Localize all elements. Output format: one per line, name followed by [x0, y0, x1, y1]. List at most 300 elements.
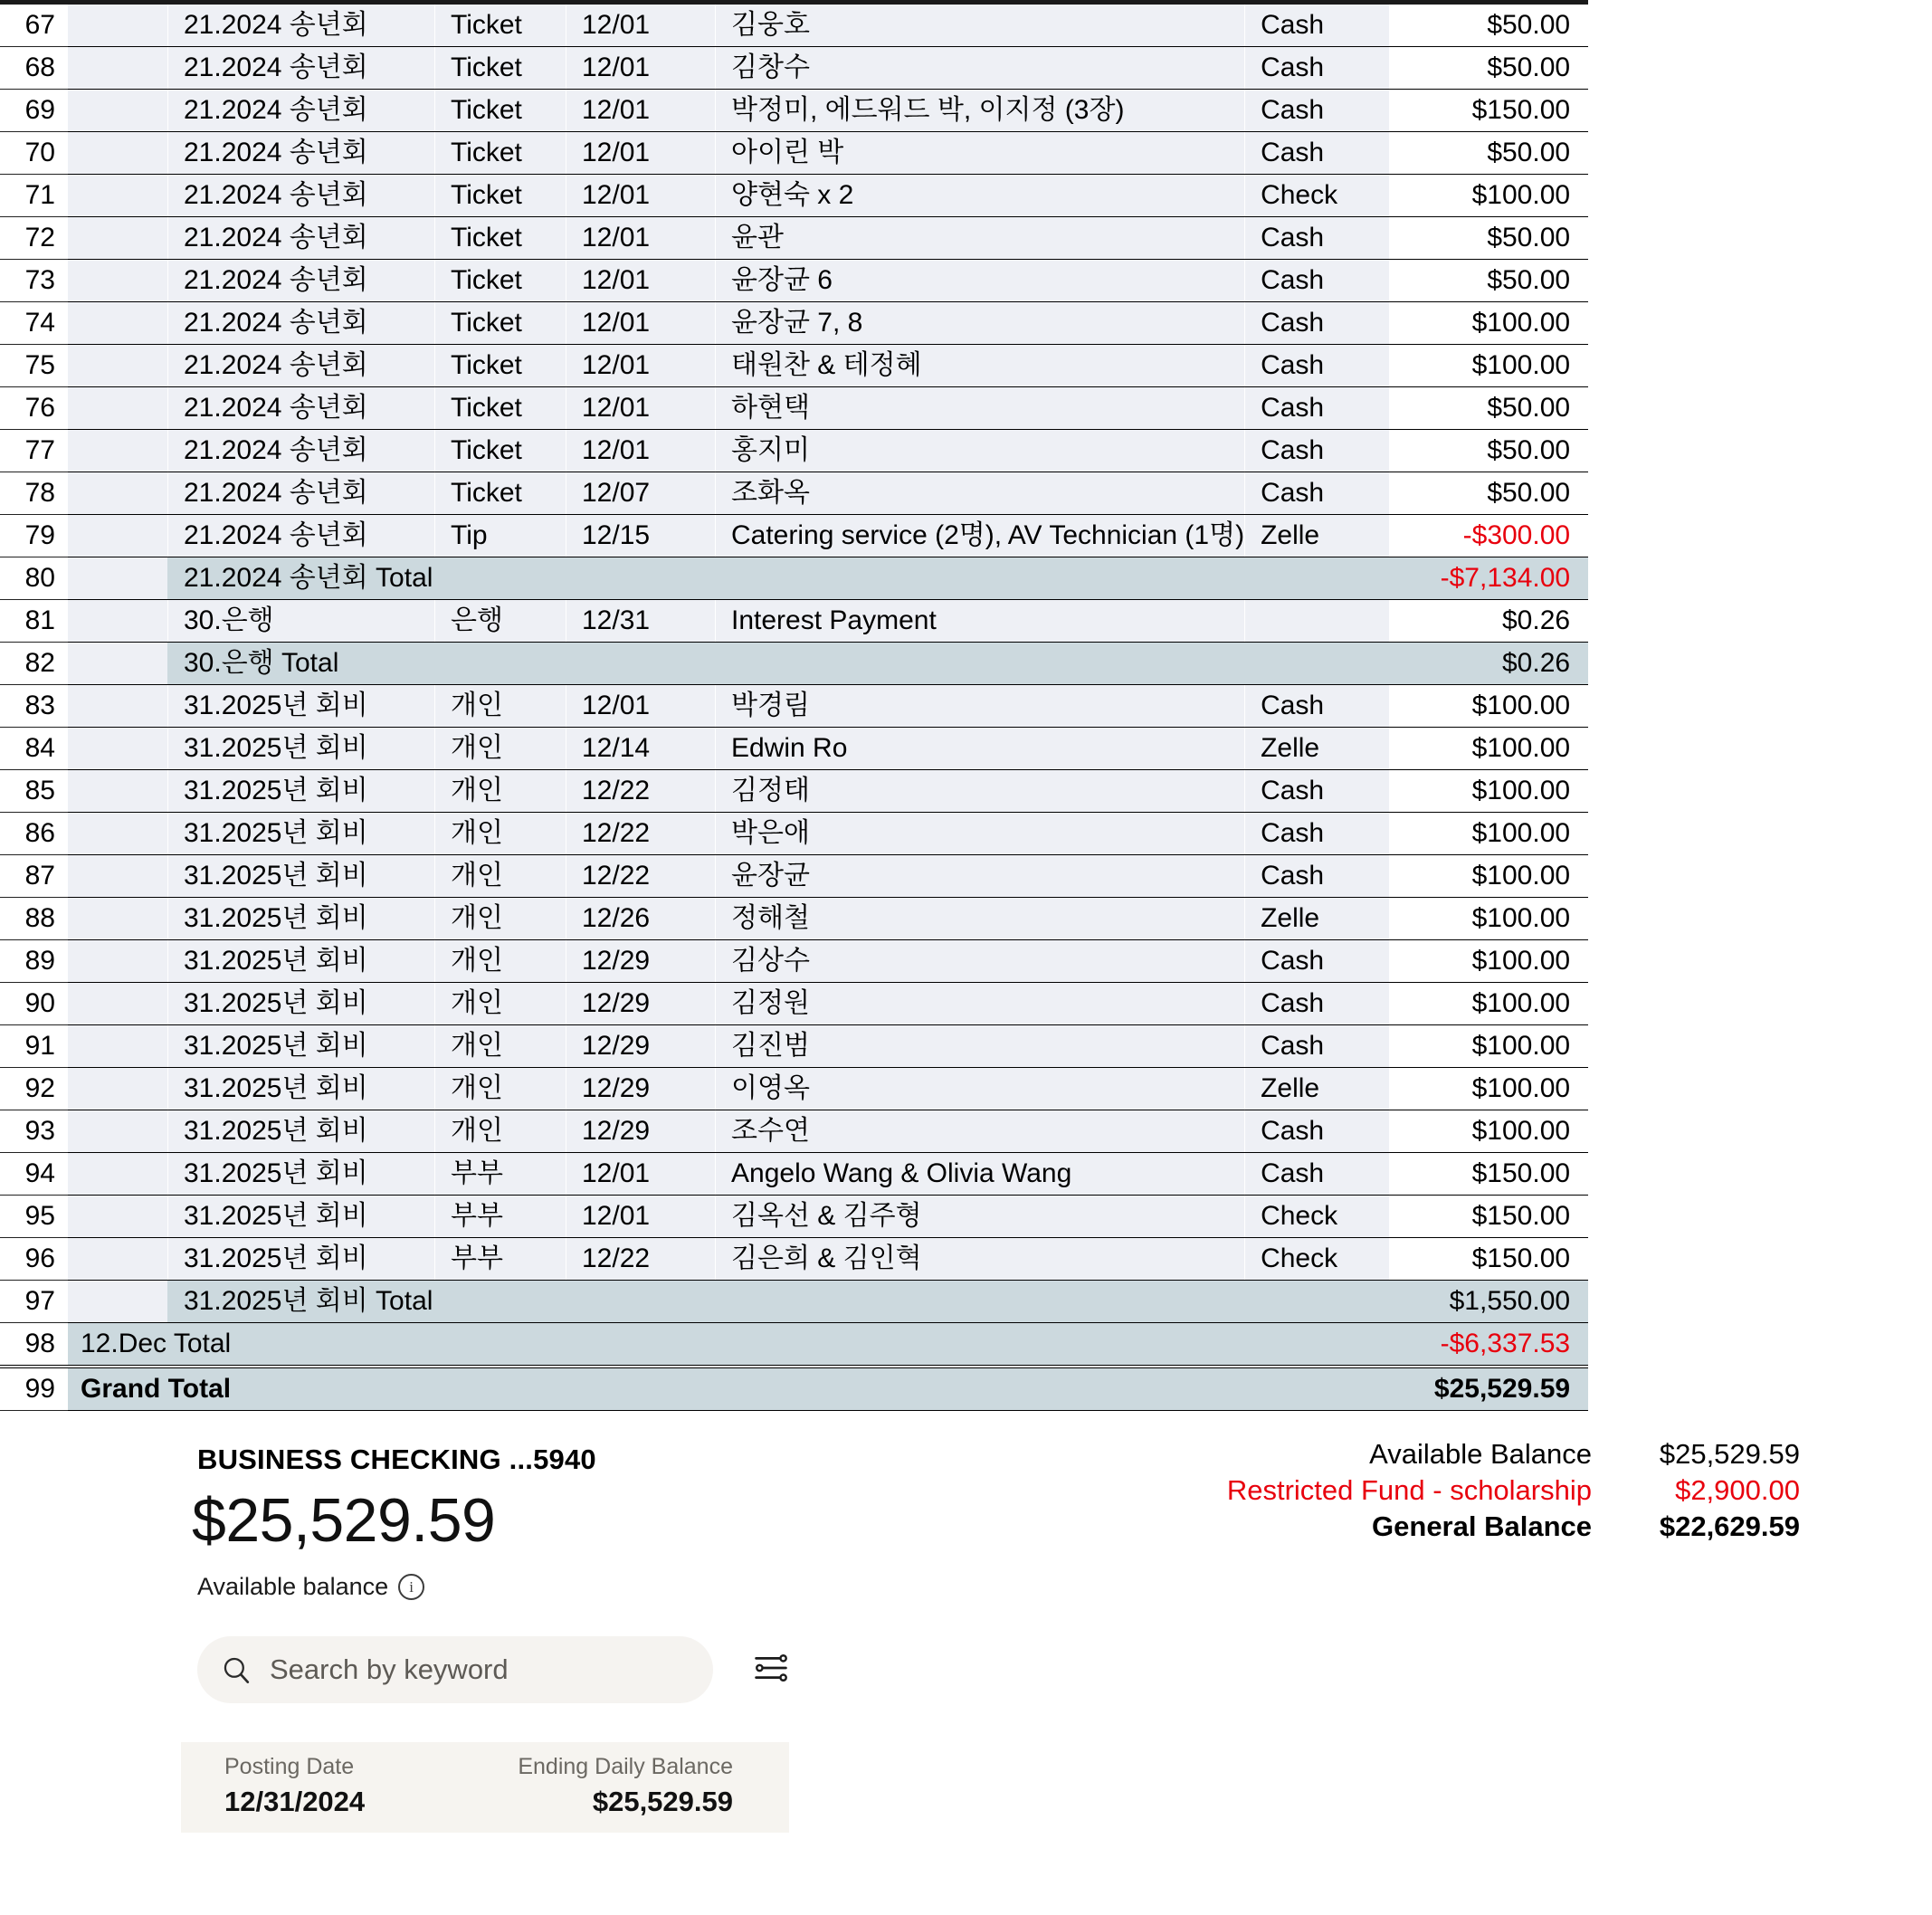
cell-payment-method: Cash — [1244, 217, 1389, 260]
table-row[interactable] — [0, 217, 1588, 260]
cell-category: 21.2024 송년회 — [167, 90, 434, 132]
cell-type: Ticket — [434, 430, 566, 472]
cell-amount: $50.00 — [1389, 472, 1588, 515]
table-row[interactable] — [0, 90, 1588, 132]
cell-payment-method: Zelle — [1244, 898, 1389, 940]
cell-description: 양현숙 x 2 — [715, 175, 1244, 217]
cell-payment-method: Cash — [1244, 90, 1389, 132]
cell-amount: $100.00 — [1389, 1068, 1588, 1110]
row-number: 74 — [0, 302, 68, 345]
cell-date: 12/22 — [566, 1238, 715, 1281]
cell-amount: $100.00 — [1389, 940, 1588, 983]
table-row[interactable] — [0, 1153, 1588, 1196]
cell-category: 21.2024 송년회 — [167, 472, 434, 515]
cell-payment-method: Cash — [1244, 387, 1389, 430]
cell-amount: $100.00 — [1389, 728, 1588, 770]
subtotal-amount: $0.26 — [1389, 643, 1588, 685]
row-spacer — [68, 387, 167, 430]
cell-category: 31.2025년 회비 — [167, 1153, 434, 1196]
available-balance-label: Available balance — [197, 1573, 389, 1600]
cell-type: Ticket — [434, 90, 566, 132]
table-row[interactable] — [0, 855, 1588, 898]
row-spacer — [68, 898, 167, 940]
cell-amount: $150.00 — [1389, 90, 1588, 132]
table-row[interactable] — [0, 472, 1588, 515]
cell-date: 12/01 — [566, 3, 715, 47]
table-row[interactable] — [0, 47, 1588, 90]
cell-amount: $100.00 — [1389, 855, 1588, 898]
table-row[interactable] — [0, 175, 1588, 217]
grand-total-label: Grand Total — [68, 1367, 1389, 1411]
row-spacer — [68, 1153, 167, 1196]
cell-type: 개인 — [434, 855, 566, 898]
cell-type: 개인 — [434, 940, 566, 983]
cell-amount: $100.00 — [1389, 175, 1588, 217]
cell-type: 개인 — [434, 1110, 566, 1153]
cell-category: 21.2024 송년회 — [167, 387, 434, 430]
table-row[interactable] — [0, 1367, 1588, 1411]
cell-description: Edwin Ro — [715, 728, 1244, 770]
row-number: 67 — [0, 3, 68, 47]
cell-category: 31.2025년 회비 — [167, 898, 434, 940]
cell-payment-method: Cash — [1244, 472, 1389, 515]
row-spacer — [68, 813, 167, 855]
cell-amount: $100.00 — [1389, 345, 1588, 387]
cell-date: 12/01 — [566, 345, 715, 387]
cell-amount: $100.00 — [1389, 302, 1588, 345]
cell-type: Ticket — [434, 3, 566, 47]
cell-payment-method: Check — [1244, 175, 1389, 217]
general-balance-value: $22,629.59 — [1659, 1510, 1800, 1542]
row-spacer — [68, 983, 167, 1025]
cell-category: 31.2025년 회비 — [167, 813, 434, 855]
table-row[interactable] — [0, 983, 1588, 1025]
cell-type: 개인 — [434, 770, 566, 813]
cell-description: 김진범 — [715, 1025, 1244, 1068]
row-spacer — [68, 940, 167, 983]
cell-category: 21.2024 송년회 — [167, 302, 434, 345]
cell-description: 김정태 — [715, 770, 1244, 813]
row-spacer — [68, 855, 167, 898]
cell-category: 31.2025년 회비 — [167, 983, 434, 1025]
filter-icon[interactable] — [753, 1652, 789, 1689]
info-icon[interactable]: i — [398, 1574, 424, 1600]
cell-amount: $150.00 — [1389, 1196, 1588, 1238]
row-spacer — [68, 1068, 167, 1110]
cell-category: 21.2024 송년회 — [167, 175, 434, 217]
cell-amount: $50.00 — [1389, 217, 1588, 260]
cell-type: Tip — [434, 515, 566, 557]
cell-date: 12/01 — [566, 217, 715, 260]
cell-date: 12/29 — [566, 1110, 715, 1153]
cell-payment-method: Cash — [1244, 855, 1389, 898]
summary-row-restricted — [1227, 1474, 1800, 1507]
cell-payment-method: Check — [1244, 1196, 1389, 1238]
row-spacer — [68, 685, 167, 728]
table-row[interactable] — [0, 643, 1588, 685]
row-spacer — [68, 1238, 167, 1281]
cell-amount: $100.00 — [1389, 685, 1588, 728]
table-row[interactable] — [0, 1196, 1588, 1238]
cell-payment-method: Zelle — [1244, 728, 1389, 770]
cell-amount: $100.00 — [1389, 813, 1588, 855]
cell-description: 박정미, 에드워드 박, 이지정 (3장) — [715, 90, 1244, 132]
cell-category: 21.2024 송년회 — [167, 132, 434, 175]
cell-type: 개인 — [434, 728, 566, 770]
cell-type: 개인 — [434, 813, 566, 855]
cell-description: 조수연 — [715, 1110, 1244, 1153]
cell-payment-method: Cash — [1244, 302, 1389, 345]
row-number: 72 — [0, 217, 68, 260]
cell-description: Interest Payment — [715, 600, 1244, 643]
cell-payment-method: Cash — [1244, 1025, 1389, 1068]
posting-date-header: Posting Date — [224, 1754, 355, 1779]
cell-date: 12/29 — [566, 983, 715, 1025]
available-balance-summary-value: $25,529.59 — [1659, 1438, 1800, 1470]
cell-description: 아이린 박 — [715, 132, 1244, 175]
search-row — [197, 1636, 789, 1703]
table-row[interactable] — [0, 1068, 1588, 1110]
row-number: 87 — [0, 855, 68, 898]
cell-amount: $50.00 — [1389, 260, 1588, 302]
cell-category: 31.2025년 회비 — [167, 728, 434, 770]
cell-description: 김옥선 & 김주형 — [715, 1196, 1244, 1238]
cell-date: 12/01 — [566, 47, 715, 90]
cell-date: 12/26 — [566, 898, 715, 940]
row-spacer — [68, 260, 167, 302]
table-row[interactable] — [0, 3, 1588, 47]
cell-type: 개인 — [434, 898, 566, 940]
cell-type: 부부 — [434, 1153, 566, 1196]
cell-payment-method: Cash — [1244, 3, 1389, 47]
row-spacer — [68, 770, 167, 813]
row-spacer — [68, 1025, 167, 1068]
row-number: 96 — [0, 1238, 68, 1281]
row-number: 89 — [0, 940, 68, 983]
row-spacer — [68, 430, 167, 472]
table-row[interactable] — [0, 260, 1588, 302]
cell-description: 태원찬 & 테정혜 — [715, 345, 1244, 387]
row-number: 75 — [0, 345, 68, 387]
row-number: 90 — [0, 983, 68, 1025]
cell-amount: $100.00 — [1389, 983, 1588, 1025]
row-number: 69 — [0, 90, 68, 132]
general-balance-label: General Balance — [1372, 1510, 1592, 1542]
cell-date: 12/22 — [566, 813, 715, 855]
row-spacer — [68, 600, 167, 643]
cell-category: 31.2025년 회비 — [167, 1196, 434, 1238]
cell-type: 개인 — [434, 1068, 566, 1110]
cell-date: 12/22 — [566, 855, 715, 898]
cell-payment-method — [1244, 600, 1389, 643]
cell-amount: $50.00 — [1389, 132, 1588, 175]
table-row[interactable] — [0, 1281, 1588, 1323]
cell-category: 31.2025년 회비 — [167, 855, 434, 898]
cell-amount: $100.00 — [1389, 1025, 1588, 1068]
cell-type: Ticket — [434, 132, 566, 175]
cell-payment-method: Cash — [1244, 47, 1389, 90]
row-number: 93 — [0, 1110, 68, 1153]
month-total-label: 12.Dec Total — [68, 1323, 1389, 1367]
account-title: BUSINESS CHECKING ...5940 — [197, 1443, 596, 1475]
account-balance-amount: $25,529.59 — [192, 1486, 496, 1555]
cell-description: 조화옥 — [715, 472, 1244, 515]
row-spacer — [68, 1110, 167, 1153]
row-spacer — [68, 302, 167, 345]
cell-payment-method: Check — [1244, 1238, 1389, 1281]
subtotal-amount: $1,550.00 — [1389, 1281, 1588, 1323]
subtotal-label: 31.2025년 회비 Total — [167, 1281, 1389, 1323]
ending-daily-balance-value: $25,529.59 — [592, 1786, 733, 1817]
grand-total-amount: $25,529.59 — [1389, 1367, 1588, 1411]
row-spacer — [68, 345, 167, 387]
cell-amount: $50.00 — [1389, 47, 1588, 90]
posting-date-value: 12/31/2024 — [224, 1786, 366, 1817]
cell-description: 박경림 — [715, 685, 1244, 728]
cell-amount: $50.00 — [1389, 387, 1588, 430]
cell-payment-method: Cash — [1244, 770, 1389, 813]
cell-type: Ticket — [434, 47, 566, 90]
cell-payment-method: Cash — [1244, 1153, 1389, 1196]
cell-description: 윤관 — [715, 217, 1244, 260]
table-row[interactable] — [0, 1238, 1588, 1281]
row-number: 81 — [0, 600, 68, 643]
cell-type: 개인 — [434, 1025, 566, 1068]
cell-description: 박은애 — [715, 813, 1244, 855]
cell-date: 12/29 — [566, 1025, 715, 1068]
cell-date: 12/01 — [566, 90, 715, 132]
table-row[interactable] — [0, 600, 1588, 643]
cell-description: 김창수 — [715, 47, 1244, 90]
table-row[interactable] — [0, 515, 1588, 557]
cell-category: 31.2025년 회비 — [167, 1068, 434, 1110]
cell-description: Angelo Wang & Olivia Wang — [715, 1153, 1244, 1196]
balance-summary — [1227, 1438, 1800, 1543]
cell-description: 하현택 — [715, 387, 1244, 430]
cell-date: 12/29 — [566, 1068, 715, 1110]
table-row[interactable] — [0, 685, 1588, 728]
cell-type: Ticket — [434, 472, 566, 515]
cell-description: 김정원 — [715, 983, 1244, 1025]
cell-description: 김웅호 — [715, 3, 1244, 47]
cell-category: 31.2025년 회비 — [167, 1025, 434, 1068]
row-number: 86 — [0, 813, 68, 855]
search-input[interactable] — [197, 1636, 713, 1703]
cell-amount: $100.00 — [1389, 898, 1588, 940]
cell-amount: $150.00 — [1389, 1153, 1588, 1196]
cell-payment-method: Cash — [1244, 940, 1389, 983]
row-number: 71 — [0, 175, 68, 217]
row-spacer — [68, 175, 167, 217]
cell-date: 12/01 — [566, 1196, 715, 1238]
row-spacer — [68, 3, 167, 47]
cell-type: 부부 — [434, 1238, 566, 1281]
cell-payment-method: Cash — [1244, 983, 1389, 1025]
cell-date: 12/14 — [566, 728, 715, 770]
cell-amount: $100.00 — [1389, 1110, 1588, 1153]
cell-category: 21.2024 송년회 — [167, 47, 434, 90]
ending-daily-balance-header: Ending Daily Balance — [518, 1754, 733, 1779]
cell-date: 12/01 — [566, 302, 715, 345]
cell-category: 30.은행 — [167, 600, 434, 643]
search-placeholder: Search by keyword — [270, 1653, 509, 1685]
cell-date: 12/01 — [566, 175, 715, 217]
table-row[interactable] — [0, 728, 1588, 770]
table-row[interactable] — [0, 813, 1588, 855]
cell-type: Ticket — [434, 345, 566, 387]
cell-category: 31.2025년 회비 — [167, 685, 434, 728]
cell-date: 12/01 — [566, 132, 715, 175]
cell-amount: $100.00 — [1389, 770, 1588, 813]
available-balance-summary-label: Available Balance — [1369, 1438, 1592, 1470]
cell-date: 12/15 — [566, 515, 715, 557]
cell-date: 12/01 — [566, 387, 715, 430]
cell-date: 12/01 — [566, 1153, 715, 1196]
cell-payment-method: Cash — [1244, 260, 1389, 302]
cell-category: 31.2025년 회비 — [167, 1110, 434, 1153]
row-number: 99 — [0, 1367, 68, 1411]
cell-description: 이영옥 — [715, 1068, 1244, 1110]
row-number: 70 — [0, 132, 68, 175]
cell-category: 21.2024 송년회 — [167, 345, 434, 387]
cell-payment-method: Cash — [1244, 685, 1389, 728]
row-number: 85 — [0, 770, 68, 813]
cell-date: 12/01 — [566, 685, 715, 728]
cell-date: 12/29 — [566, 940, 715, 983]
cell-type: 부부 — [434, 1196, 566, 1238]
cell-payment-method: Zelle — [1244, 1068, 1389, 1110]
row-spacer — [68, 217, 167, 260]
cell-type: 은행 — [434, 600, 566, 643]
table-row[interactable] — [0, 132, 1588, 175]
row-spacer — [68, 47, 167, 90]
row-spacer — [68, 90, 167, 132]
table-row[interactable] — [0, 557, 1588, 600]
cell-description: 윤장균 6 — [715, 260, 1244, 302]
subtotal-amount: -$7,134.00 — [1389, 557, 1588, 600]
row-spacer — [68, 1196, 167, 1238]
cell-type: Ticket — [434, 175, 566, 217]
cell-payment-method: Cash — [1244, 1110, 1389, 1153]
cell-date: 12/31 — [566, 600, 715, 643]
subtotal-label: 30.은행 Total — [167, 643, 1389, 685]
restricted-fund-value: $2,900.00 — [1675, 1474, 1800, 1506]
cell-description: 김은희 & 김인혁 — [715, 1238, 1244, 1281]
cell-amount: $50.00 — [1389, 3, 1588, 47]
cell-type: 개인 — [434, 685, 566, 728]
cell-amount: $150.00 — [1389, 1238, 1588, 1281]
cell-type: 개인 — [434, 983, 566, 1025]
row-number: 94 — [0, 1153, 68, 1196]
cell-category: 21.2024 송년회 — [167, 515, 434, 557]
cell-description: 홍지미 — [715, 430, 1244, 472]
row-number: 78 — [0, 472, 68, 515]
cell-date: 12/22 — [566, 770, 715, 813]
cell-category: 21.2024 송년회 — [167, 430, 434, 472]
cell-date: 12/01 — [566, 260, 715, 302]
table-row[interactable] — [0, 1025, 1588, 1068]
cell-date: 12/07 — [566, 472, 715, 515]
summary-row-general — [1227, 1510, 1800, 1543]
table-row[interactable] — [0, 387, 1588, 430]
cell-type: Ticket — [434, 217, 566, 260]
subtotal-label: 21.2024 송년회 Total — [167, 557, 1389, 600]
table-row[interactable] — [0, 345, 1588, 387]
account-balance-caption — [197, 1573, 424, 1601]
cell-description: Catering service (2명), AV Technician (1명) — [715, 515, 1244, 557]
cell-category: 21.2024 송년회 — [167, 217, 434, 260]
cell-payment-method: Zelle — [1244, 515, 1389, 557]
row-number: 80 — [0, 557, 68, 600]
row-spacer — [68, 515, 167, 557]
row-spacer — [68, 643, 167, 685]
row-number: 68 — [0, 47, 68, 90]
table-row[interactable] — [0, 898, 1588, 940]
month-total-amount: -$6,337.53 — [1389, 1323, 1588, 1367]
cell-description: 김상수 — [715, 940, 1244, 983]
cell-description: 윤장균 — [715, 855, 1244, 898]
search-icon — [221, 1654, 252, 1685]
table-row[interactable] — [0, 770, 1588, 813]
row-spacer — [68, 1281, 167, 1323]
cell-payment-method: Cash — [1244, 813, 1389, 855]
table-row[interactable] — [0, 430, 1588, 472]
table-row[interactable] — [0, 1323, 1588, 1367]
cell-type: Ticket — [434, 260, 566, 302]
cell-payment-method: Cash — [1244, 345, 1389, 387]
row-spacer — [68, 132, 167, 175]
cell-payment-method: Cash — [1244, 132, 1389, 175]
cell-category: 31.2025년 회비 — [167, 770, 434, 813]
row-number: 95 — [0, 1196, 68, 1238]
table-row[interactable] — [0, 940, 1588, 983]
restricted-fund-label: Restricted Fund - scholarship — [1226, 1474, 1592, 1506]
cell-category: 21.2024 송년회 — [167, 260, 434, 302]
cell-type: Ticket — [434, 302, 566, 345]
posting-date-card — [181, 1742, 789, 1833]
cell-category: 31.2025년 회비 — [167, 1238, 434, 1281]
row-number: 79 — [0, 515, 68, 557]
cell-description: 정해철 — [715, 898, 1244, 940]
row-number: 77 — [0, 430, 68, 472]
row-spacer — [68, 557, 167, 600]
cell-amount: $50.00 — [1389, 430, 1588, 472]
summary-row-available — [1227, 1438, 1800, 1471]
cell-amount: -$300.00 — [1389, 515, 1588, 557]
row-spacer — [68, 728, 167, 770]
cell-amount: $0.26 — [1389, 600, 1588, 643]
row-number: 97 — [0, 1281, 68, 1323]
row-number: 73 — [0, 260, 68, 302]
row-number: 92 — [0, 1068, 68, 1110]
row-number: 76 — [0, 387, 68, 430]
row-number: 98 — [0, 1323, 68, 1367]
cell-category: 21.2024 송년회 — [167, 3, 434, 47]
table-row[interactable] — [0, 1110, 1588, 1153]
cell-description: 윤장균 7, 8 — [715, 302, 1244, 345]
cell-type: Ticket — [434, 387, 566, 430]
cell-payment-method: Cash — [1244, 430, 1389, 472]
cell-category: 31.2025년 회비 — [167, 940, 434, 983]
row-number: 88 — [0, 898, 68, 940]
row-number: 91 — [0, 1025, 68, 1068]
row-number: 84 — [0, 728, 68, 770]
row-number: 83 — [0, 685, 68, 728]
table-row[interactable] — [0, 302, 1588, 345]
cell-date: 12/01 — [566, 430, 715, 472]
row-spacer — [68, 472, 167, 515]
row-number: 82 — [0, 643, 68, 685]
